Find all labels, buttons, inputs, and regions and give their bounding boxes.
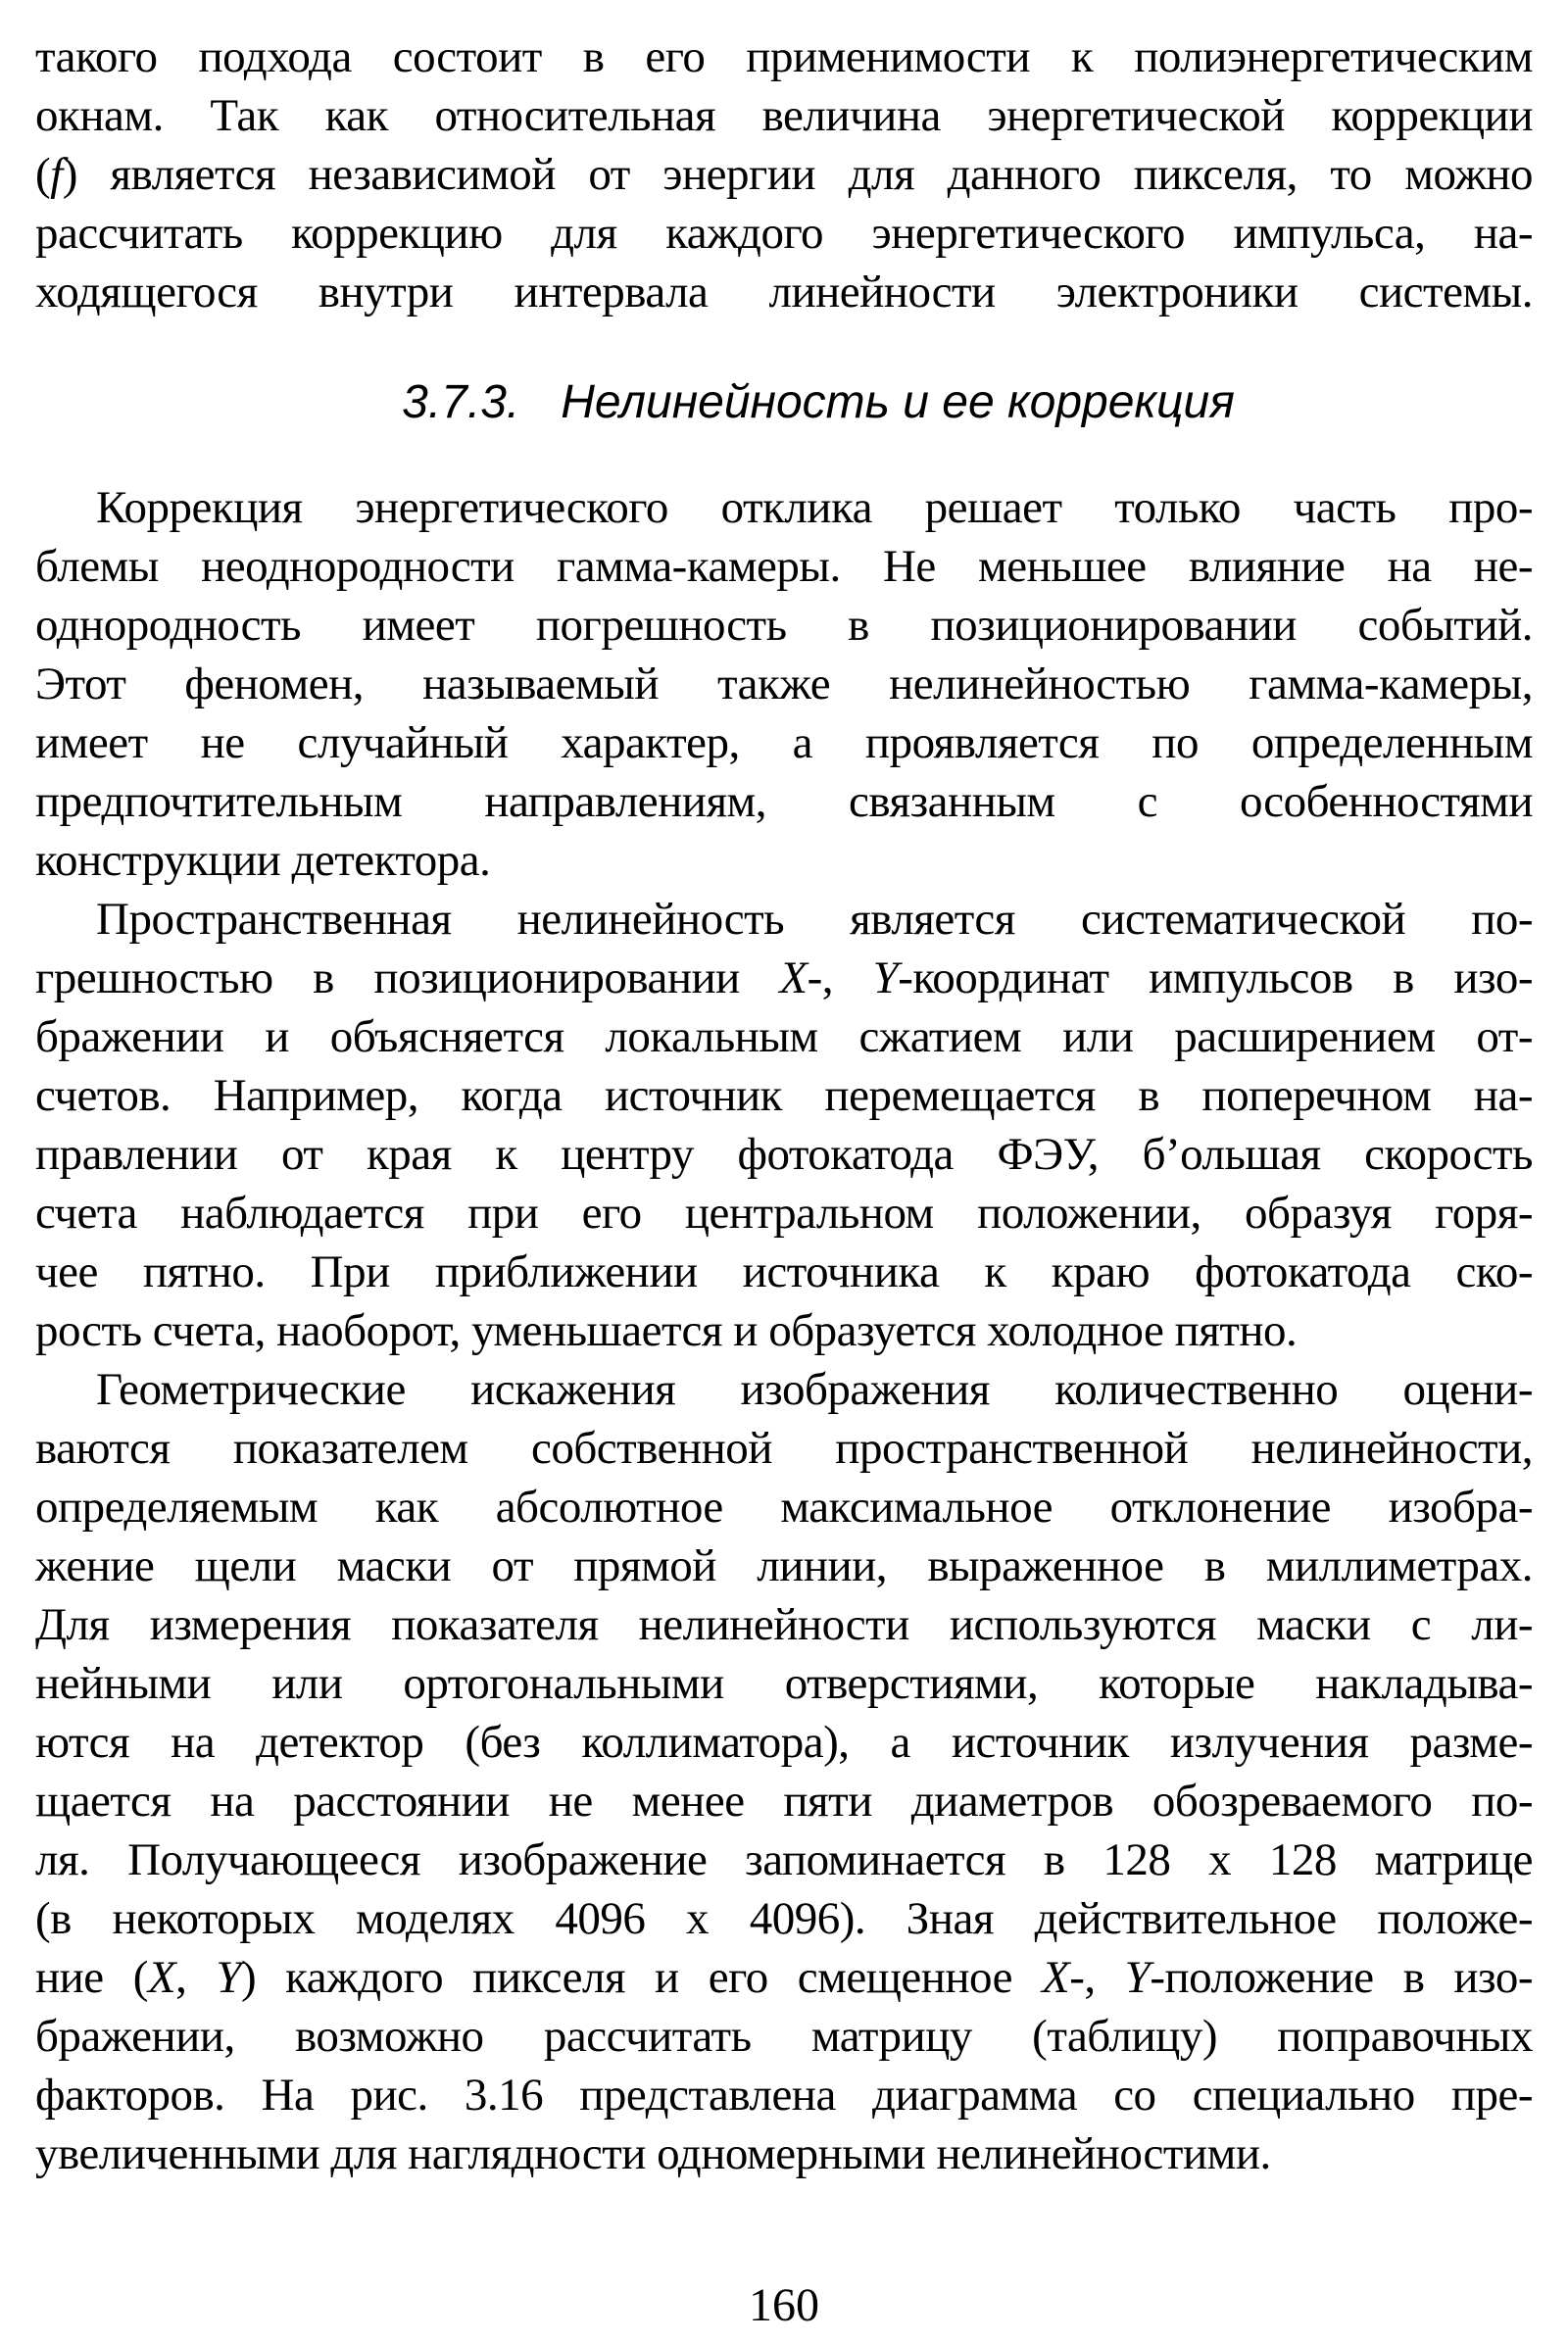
- text-line: [35, 478, 1533, 537]
- text-segment: (: [35, 149, 51, 200]
- text-segment: ,: [175, 1952, 217, 2003]
- text-line: [35, 1184, 1533, 1243]
- text-line: [35, 537, 1533, 596]
- text-line: [35, 1948, 1533, 2007]
- text-segment: ние (: [35, 1952, 148, 2003]
- italic-text: Y: [216, 1952, 241, 2003]
- paragraph: [35, 478, 1533, 890]
- text-segment: бражении и объясняется локальным сжатием или расширением от-: [35, 1011, 1533, 1062]
- text-segment: блемы неоднородности гамма-камеры. Не меньшее влияние на не-: [35, 541, 1533, 592]
- section-heading: [35, 372, 1533, 433]
- paragraph: [35, 1360, 1533, 2183]
- paragraph: [35, 890, 1533, 1360]
- text-line: [35, 86, 1533, 145]
- text-segment: -координат импульсов в изо-: [898, 952, 1533, 1003]
- text-segment: имеет не случайный характер, а проявляется по определенным: [35, 717, 1533, 768]
- text-segment: Геометрические искажения изображения количественно оцени-: [96, 1364, 1533, 1415]
- italic-text: Y: [1124, 1952, 1151, 2003]
- text-line: [35, 890, 1533, 949]
- text-line: [35, 1478, 1533, 1537]
- italic-text: X: [1042, 1952, 1070, 2003]
- text-line: [35, 2124, 1533, 2183]
- text-line: [35, 27, 1533, 86]
- text-line: [35, 831, 1533, 890]
- text-segment: ются на детектор (без коллиматора), а источник излучения разме-: [35, 1717, 1533, 1768]
- text-segment: увеличенными для наглядности одномерными нелинейностими.: [35, 2128, 1271, 2179]
- text-line: [35, 263, 1533, 321]
- text-segment: (в некоторых моделях 4096 х 4096). Зная действительное положе-: [35, 1893, 1533, 1944]
- text-segment: -положение в изо-: [1150, 1952, 1534, 2003]
- text-segment: -,: [807, 952, 873, 1003]
- text-segment: рость счета, наоборот, уменьшается и образуется холодное пятно.: [35, 1305, 1298, 1356]
- text-line: [35, 1595, 1533, 1654]
- text-segment: правлении от края к центру фотокатода ФЭУ, б’ольшая скорость: [35, 1129, 1533, 1180]
- text-segment: жение щели маски от прямой линии, выраженное в миллиметрах.: [35, 1540, 1533, 1591]
- paragraph: [35, 27, 1533, 321]
- section-number: 3.7.3.: [402, 376, 520, 428]
- text-segment: ходящегося внутри интервала линейности электроники системы.: [35, 267, 1533, 317]
- text-line: [35, 1301, 1533, 1360]
- text-segment: однородность имеет погрешность в позиционировании событий.: [35, 600, 1533, 651]
- text-segment: нейными или ортогональными отверстиями, которые накладыва-: [35, 1658, 1533, 1709]
- text-segment: Пространственная нелинейность является систематической по-: [96, 894, 1533, 945]
- text-segment: Этот феномен, называемый также нелинейностью гамма-камеры,: [35, 659, 1533, 709]
- text-segment: -,: [1069, 1952, 1125, 2003]
- page-text-content: [35, 27, 1533, 2183]
- text-segment: ) каждого пикселя и его смещенное: [241, 1952, 1043, 2003]
- text-line: [35, 1066, 1533, 1125]
- italic-text: X: [779, 952, 808, 1003]
- text-segment: Для измерения показателя нелинейности используются маски с ли-: [35, 1599, 1533, 1650]
- text-segment: бражении, возможно рассчитать матрицу (таблицу) поправочных: [35, 2011, 1533, 2062]
- text-line: [35, 713, 1533, 772]
- text-line: [35, 1360, 1533, 1419]
- text-line: [35, 655, 1533, 713]
- text-segment: ваются показателем собственной пространственной нелинейности,: [35, 1423, 1533, 1474]
- text-segment: Коррекция энергетического отклика решает только часть про-: [96, 482, 1533, 533]
- text-segment: окнам. Так как относительная величина энергетической коррекции: [35, 90, 1533, 141]
- text-segment: чее пятно. При приближении источника к краю фотокатода ско-: [35, 1246, 1533, 1297]
- text-line: [35, 204, 1533, 263]
- page-number: 160: [749, 2279, 819, 2331]
- text-segment: ) является независимой от энергии для данного пикселя, то можно: [62, 149, 1533, 200]
- text-segment: факторов. На рис. 3.16 представлена диаграмма со специально пре-: [35, 2070, 1533, 2121]
- text-line: [35, 1419, 1533, 1478]
- text-segment: ля. Получающееся изображение запоминается в 128 х 128 матрице: [35, 1834, 1533, 1885]
- text-line: [35, 1537, 1533, 1595]
- text-line: [35, 1654, 1533, 1713]
- italic-text: f: [50, 149, 63, 200]
- text-line: [35, 2007, 1533, 2066]
- text-segment: рассчитать коррекцию для каждого энергетического импульса, на-: [35, 208, 1533, 259]
- italic-text: Y: [872, 952, 899, 1003]
- text-segment: определяемым как абсолютное максимальное отклонение изобра-: [35, 1482, 1533, 1533]
- text-line: [35, 949, 1533, 1007]
- text-segment: счета наблюдается при его центральном положении, образуя горя-: [35, 1188, 1533, 1239]
- text-segment: предпочтительным направлениям, связанным с особенностями: [35, 776, 1533, 827]
- text-line: [35, 1243, 1533, 1301]
- text-line: [35, 1007, 1533, 1066]
- text-line: [35, 1772, 1533, 1830]
- italic-text: X: [147, 1952, 176, 2003]
- text-line: [35, 2066, 1533, 2124]
- text-segment: конструкции детектора.: [35, 835, 491, 886]
- text-line: [35, 1125, 1533, 1184]
- text-line: [35, 772, 1533, 831]
- text-line: [35, 596, 1533, 655]
- text-segment: грешностью в позиционировании: [35, 952, 780, 1003]
- text-segment: счетов. Например, когда источник перемещается в поперечном на-: [35, 1070, 1533, 1121]
- text-segment: щается на расстоянии не менее пяти диаметров обозреваемого по-: [35, 1776, 1533, 1827]
- text-line: [35, 1830, 1533, 1889]
- text-segment: такого подхода состоит в его применимости к полиэнергетическим: [35, 31, 1533, 82]
- section-title: Нелинейность и ее коррекция: [561, 376, 1235, 428]
- text-line: [35, 1713, 1533, 1772]
- text-line: [35, 1889, 1533, 1948]
- text-line: [35, 145, 1533, 204]
